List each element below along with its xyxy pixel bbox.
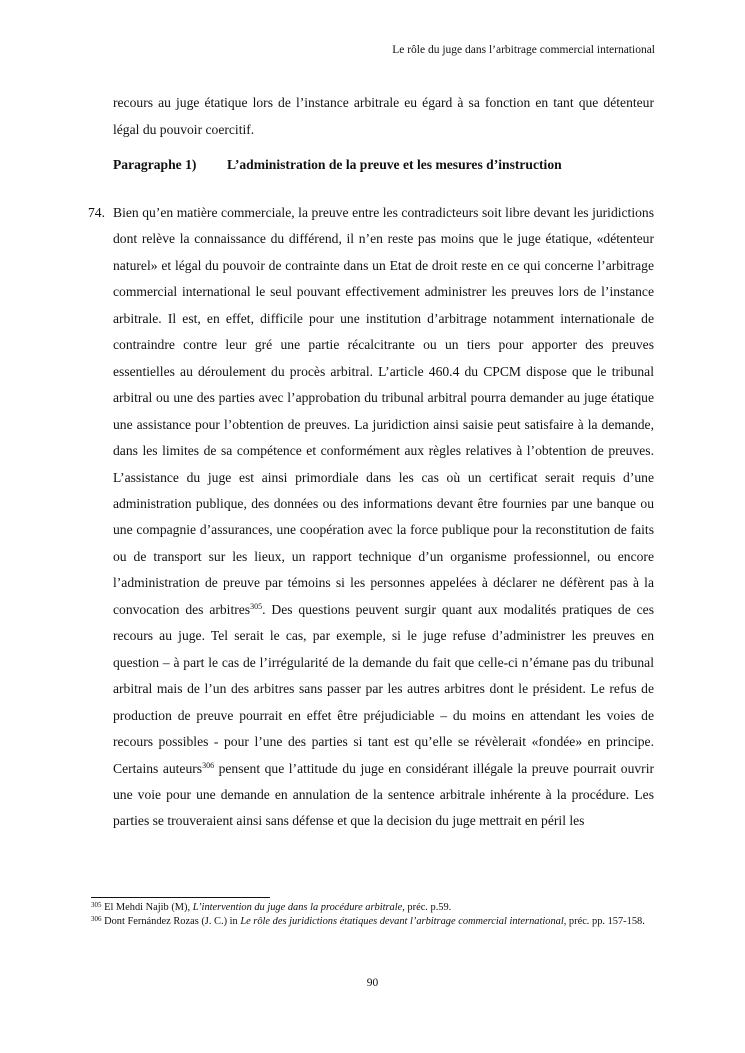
intro-text: recours au juge étatique lors de l’instance arbitrale eu égard à sa fonction en tant que détenteur légal du pouvoir coercitif. <box>113 95 654 137</box>
footnote-author: El Mehdi Najib (M), <box>101 902 193 913</box>
paragraph-text-part2: . Des questions peuvent surgir quant aux modalités pratiques de ces recours au juge. Tel serait le cas, par exemple, si le juge refuse d’administrer les preuves en question – à part le cas de l’irrégularité de la demande du fait que celle-ci n’émane pas du tribunal arbitral mais de l’un des arbitres sans passer par les autres arbitres dont le président. Le refus de production de preuve pourrait en effet être préjudiciable – du moins en attendant les voies de recours possibles - pour l’une des parties si tant est qu’elle se révèlerait «fondée» en principe. Certains auteurs <box>113 601 655 776</box>
section-label: Paragraphe 1) <box>113 157 197 172</box>
footnote-305 <box>91 901 656 915</box>
footnote-ref-306[interactable]: 306 <box>202 760 215 770</box>
footnote-306 <box>91 915 656 929</box>
paragraph-text-part1: Bien qu’en matière commerciale, la preuve entre les contradicteurs soit libre devant les juridictions dont relève la connaissance du différend, il n’en reste pas moins que le juge étatique, «détenteur naturel» et légal du pouvoir de contrainte dans un Etat de droit reste en ce qui concerne l’arbitrage commercial international le seul pouvant effectivement administrer les preuves lors de l’instance arbitrale. Il est, en effet, difficile pour une institution d’arbitrage notamment internationale de contraindre contre leur gré une partie récalcitrante ou un tiers pour apporter des preuves essentielles au déroulement du procès arbitral. L’article 460.4 du CPCM dispose que le tribunal arbitral ou une des parties avec l’approbation du tribunal arbitral pourra demander au juge étatique une assistance pour l’obtention de preuves. La juridiction ainsi saisie peut satisfaire à la demande, dans les limites de sa compétence et conformément aux règles relatives à l’obtention de preuves. L’assistance du juge est ainsi primordiale dans les cas où un certificat serait requis d’une administration publique, des données ou des informations devant être fournies par une banque ou une compagnie d’assurances, une coopération avec la force publique pour la reconstitution de faits ou de transport sur les lieux, un rapport technique d’un organisme professionnel, ou encore l’administration de preuve par témoins si les personnes appelées à déclarer ne défèrent pas à la convocation des arbitres <box>113 205 654 617</box>
footnote-ref: , préc. pp. 157-158. <box>563 916 645 927</box>
footnote-divider <box>91 897 270 898</box>
intro-paragraph <box>113 89 654 143</box>
page-number: 90 <box>366 977 379 989</box>
paragraph-74 <box>88 200 655 835</box>
paragraph-number: 74. <box>88 205 105 220</box>
footnote-title: Le rôle des juridictions étatiques devant l’arbitrage commercial international <box>240 916 564 927</box>
running-header: Le rôle du juge dans l’arbitrage commercial international <box>392 44 655 56</box>
footnote-ref-305[interactable]: 305 <box>250 601 263 611</box>
footnote-number: 305 <box>91 901 102 909</box>
footnotes <box>91 901 656 929</box>
paragraph-text <box>113 200 654 835</box>
section-heading <box>113 155 562 175</box>
footnote-ref: préc. p.59. <box>404 902 452 913</box>
paragraph-text-part3: pensent que l’attitude du juge en considérant illégale la preuve pourrait ouvrir une voie pour une demande en annulation de la sentence arbitrale inhérente à la procédure. Les parties se trouveraient ainsi sans défense et que la decision du juge mettrait en péril les <box>113 760 654 829</box>
footnote-title: L’intervention du juge dans la procédure arbitrale, <box>192 902 405 913</box>
footnote-author: Dont Fernández Rozas (J. C.) in <box>101 916 241 927</box>
footnote-number: 306 <box>91 915 102 923</box>
section-title: L’administration de la preuve et les mesures d’instruction <box>227 157 562 172</box>
